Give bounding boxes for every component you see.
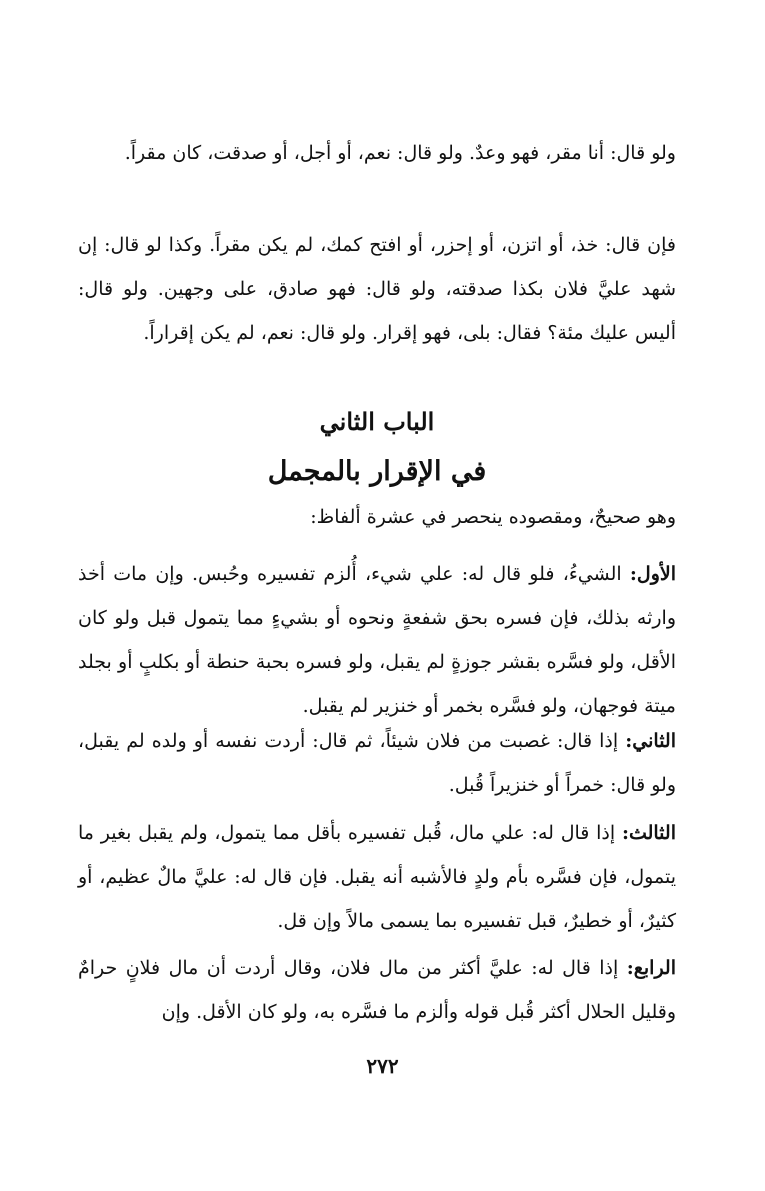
paragraph-lead-second: الثاني: — [625, 730, 676, 752]
paragraph-first-word — [78, 552, 676, 728]
paragraph-non-confession-words: فإن قال: خذ، أو اتزن، أو إحزر، أو افتح كمك، لم يكن مقراً. وكذا لو قال: إن شهد عليَّ فلان بكذا صدقته، ولو قال: فهو صادق، على وجهين. ولو قال: أليس عليك مئة؟ فقال: بلى، فهو إقرار. ولو قال: نعم، لم يكن إقراراً. — [78, 234, 676, 344]
paragraph-lead-first: الأول: — [629, 563, 676, 585]
page-number: ٢٧٢ — [366, 1054, 399, 1078]
paragraph-confession-words: ولو قال: أنا مقر، فهو وعدٌ. ولو قال: نعم، أو أجل، أو صدقت، كان مقراً. — [124, 142, 676, 164]
paragraph-body-third: إذا قال له: علي مال، قُبل تفسيره بأقل مما يتمول، ولم يقبل بغير ما يتمول، فإن فسَّره بأم ولدٍ فالأشبه أنه يقبل. فإن قال له: عليَّ مالٌ عظيم، أو كثيرٌ، أو خطيرٌ، قبل تفسيره بما يسمى مالاً وإن قل. — [78, 822, 676, 932]
chapter-subject-heading: في الإقرار بالمجمل — [267, 456, 487, 487]
paragraph-lead-fourth: الرابع: — [626, 957, 676, 979]
paragraph-body-fourth: إذا قال له: عليَّ أكثر من مال فلان، وقال أردت أن مال فلانٍ حرامٌ وقليل الحلال أكثر قُبل قوله وألزم ما فسَّره به، ولو كان الأقل. وإن — [78, 957, 676, 1023]
paragraph-body-first: الشيءُ، فلو قال له: علي شيء، أُلزم تفسيره وحُبس. وإن مات أخذ وارثه بذلك، فإن فسره بحق شفعةٍ ونحوه أو بشيءٍ مما يتمول قبل ولو كان الأقل، ولو فسَّره بقشر جوزةٍ لم يقبل، ولو فسره بحبة حنطة أو بكلبٍ أو بجلد ميتة فوجهان، ولو فسَّره بخمر أو خنزير لم يقبل. — [78, 563, 676, 717]
paragraph-third-word — [78, 811, 676, 943]
paragraph-lead-third: الثالث: — [621, 822, 676, 844]
chapter-heading: الباب الثاني — [319, 407, 435, 436]
paragraph-body-second: إذا قال: غصبت من فلان شيئاً، ثم قال: أردت نفسه أو ولده لم يقبل، ولو قال: خمراً أو خنزيراً قُبل. — [78, 730, 676, 796]
paragraph-fourth-word — [78, 946, 676, 1034]
paragraph-second-word — [78, 719, 676, 807]
paragraph-intro: وهو صحيحٌ، ومقصوده ينحصر في عشرة ألفاظ: — [310, 506, 676, 528]
